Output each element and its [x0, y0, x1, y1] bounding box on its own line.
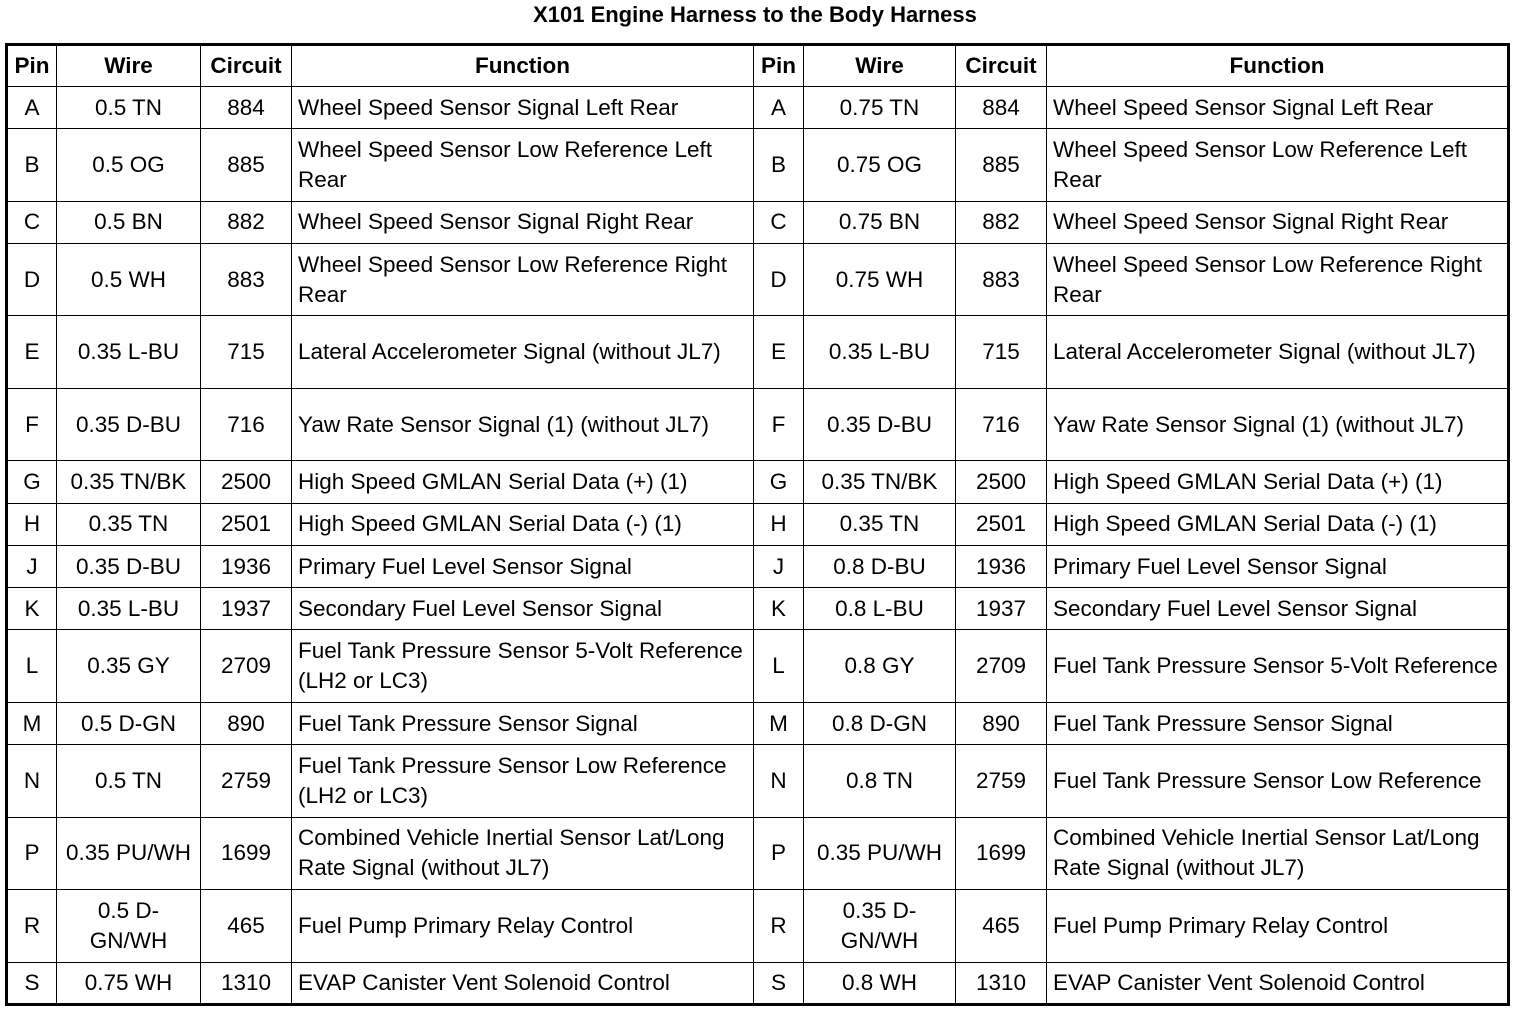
header-circuit: Circuit — [956, 45, 1047, 87]
table-row — [7, 630, 1509, 702]
pin-cell: B — [754, 129, 804, 201]
wire-cell: 0.35 PU/WH — [57, 817, 201, 889]
pin-cell: D — [754, 244, 804, 316]
wire-cell: 0.5 TN — [57, 87, 201, 129]
circuit-cell: 716 — [201, 388, 292, 460]
function-cell: Secondary Fuel Level Sensor Signal — [1047, 588, 1509, 630]
circuit-cell: 884 — [201, 87, 292, 129]
wire-cell: 0.8 D-GN — [804, 702, 956, 744]
function-cell: Yaw Rate Sensor Signal (1) (without JL7) — [1047, 388, 1509, 460]
wire-cell: 0.75 WH — [57, 962, 201, 1004]
wire-cell: 0.5 TN — [57, 745, 201, 817]
pin-cell: J — [754, 545, 804, 587]
wire-cell: 0.35 L-BU — [804, 316, 956, 388]
table-row — [7, 87, 1509, 129]
circuit-cell: 885 — [201, 129, 292, 201]
function-cell: Fuel Pump Primary Relay Control — [292, 890, 754, 962]
pinout-table — [5, 43, 1510, 1006]
circuit-cell: 883 — [956, 244, 1047, 316]
circuit-cell: 890 — [956, 702, 1047, 744]
pin-cell: N — [754, 745, 804, 817]
circuit-cell: 2759 — [956, 745, 1047, 817]
circuit-cell: 2501 — [956, 503, 1047, 545]
circuit-cell: 2500 — [201, 461, 292, 503]
function-cell: Wheel Speed Sensor Signal Right Rear — [1047, 201, 1509, 243]
pin-cell: M — [7, 702, 57, 744]
wire-cell: 0.8 GY — [804, 630, 956, 702]
header-circuit: Circuit — [201, 45, 292, 87]
circuit-cell: 884 — [956, 87, 1047, 129]
wire-cell: 0.35 D-BU — [57, 388, 201, 460]
function-cell: Fuel Tank Pressure Sensor Signal — [1047, 702, 1509, 744]
circuit-cell: 1937 — [201, 588, 292, 630]
header-wire: Wire — [804, 45, 956, 87]
pin-cell: G — [754, 461, 804, 503]
wire-cell: 0.35 D-BU — [57, 545, 201, 587]
table-row — [7, 962, 1509, 1004]
circuit-cell: 2759 — [201, 745, 292, 817]
header-function: Function — [1047, 45, 1509, 87]
pin-cell: E — [7, 316, 57, 388]
circuit-cell: 885 — [956, 129, 1047, 201]
function-cell: High Speed GMLAN Serial Data (+) (1) — [1047, 461, 1509, 503]
table-row — [7, 588, 1509, 630]
table-row — [7, 201, 1509, 243]
wire-cell: 0.35 L-BU — [57, 316, 201, 388]
header-pin: Pin — [7, 45, 57, 87]
circuit-cell: 883 — [201, 244, 292, 316]
function-cell: Combined Vehicle Inertial Sensor Lat/Long Rate Signal (without JL7) — [1047, 817, 1509, 889]
circuit-cell: 1310 — [956, 962, 1047, 1004]
table-row — [7, 461, 1509, 503]
circuit-cell: 882 — [956, 201, 1047, 243]
wire-cell: 0.35 TN/BK — [57, 461, 201, 503]
wire-cell: 0.35 PU/WH — [804, 817, 956, 889]
circuit-cell: 716 — [956, 388, 1047, 460]
table-header-row — [7, 45, 1509, 87]
pin-cell: D — [7, 244, 57, 316]
pin-cell: L — [7, 630, 57, 702]
wire-cell: 0.35 D-BU — [804, 388, 956, 460]
function-cell: Wheel Speed Sensor Low Reference Right Rear — [1047, 244, 1509, 316]
pin-cell: A — [7, 87, 57, 129]
pin-cell: C — [754, 201, 804, 243]
pin-cell: S — [7, 962, 57, 1004]
table-row — [7, 129, 1509, 201]
wire-cell: 0.8 TN — [804, 745, 956, 817]
table-row — [7, 702, 1509, 744]
wire-cell: 0.35 GY — [57, 630, 201, 702]
table-row — [7, 745, 1509, 817]
wire-cell: 0.8 D-BU — [804, 545, 956, 587]
table-row — [7, 503, 1509, 545]
function-cell: Fuel Tank Pressure Sensor Low Reference — [1047, 745, 1509, 817]
wire-cell: 0.5 WH — [57, 244, 201, 316]
circuit-cell: 2501 — [201, 503, 292, 545]
wire-cell: 0.8 L-BU — [804, 588, 956, 630]
circuit-cell: 890 — [201, 702, 292, 744]
table-row — [7, 316, 1509, 388]
pin-cell: K — [7, 588, 57, 630]
wire-cell: 0.35 TN — [804, 503, 956, 545]
wire-cell: 0.35 L-BU — [57, 588, 201, 630]
circuit-cell: 2500 — [956, 461, 1047, 503]
function-cell: Wheel Speed Sensor Signal Left Rear — [292, 87, 754, 129]
pin-cell: A — [754, 87, 804, 129]
function-cell: Wheel Speed Sensor Signal Right Rear — [292, 201, 754, 243]
function-cell: High Speed GMLAN Serial Data (-) (1) — [1047, 503, 1509, 545]
function-cell: Lateral Accelerometer Signal (without JL7) — [292, 316, 754, 388]
circuit-cell: 715 — [956, 316, 1047, 388]
header-wire: Wire — [57, 45, 201, 87]
function-cell: Wheel Speed Sensor Low Reference Right Rear — [292, 244, 754, 316]
header-pin: Pin — [754, 45, 804, 87]
pin-cell: M — [754, 702, 804, 744]
function-cell: EVAP Canister Vent Solenoid Control — [1047, 962, 1509, 1004]
table-row — [7, 890, 1509, 962]
function-cell: Wheel Speed Sensor Low Reference Left Rear — [292, 129, 754, 201]
table-row — [7, 388, 1509, 460]
table-row — [7, 545, 1509, 587]
circuit-cell: 465 — [201, 890, 292, 962]
wire-cell: 0.75 TN — [804, 87, 956, 129]
header-function: Function — [292, 45, 754, 87]
function-cell: Primary Fuel Level Sensor Signal — [292, 545, 754, 587]
pin-cell: F — [7, 388, 57, 460]
function-cell: Fuel Pump Primary Relay Control — [1047, 890, 1509, 962]
circuit-cell: 1936 — [956, 545, 1047, 587]
function-cell: Fuel Tank Pressure Sensor Low Reference (LH2 or LC3) — [292, 745, 754, 817]
circuit-cell: 882 — [201, 201, 292, 243]
pin-cell: K — [754, 588, 804, 630]
pin-cell: R — [754, 890, 804, 962]
pin-cell: J — [7, 545, 57, 587]
wire-cell: 0.75 BN — [804, 201, 956, 243]
wire-cell: 0.5 OG — [57, 129, 201, 201]
function-cell: Fuel Tank Pressure Sensor 5-Volt Reference (LH2 or LC3) — [292, 630, 754, 702]
function-cell: Yaw Rate Sensor Signal (1) (without JL7) — [292, 388, 754, 460]
pin-cell: P — [754, 817, 804, 889]
pin-cell: E — [754, 316, 804, 388]
table-row — [7, 817, 1509, 889]
function-cell: Fuel Tank Pressure Sensor 5-Volt Reference — [1047, 630, 1509, 702]
function-cell: High Speed GMLAN Serial Data (+) (1) — [292, 461, 754, 503]
function-cell: Lateral Accelerometer Signal (without JL7) — [1047, 316, 1509, 388]
table-row — [7, 244, 1509, 316]
wire-cell: 0.75 WH — [804, 244, 956, 316]
function-cell: Secondary Fuel Level Sensor Signal — [292, 588, 754, 630]
page-title: X101 Engine Harness to the Body Harness — [533, 2, 977, 27]
function-cell: Wheel Speed Sensor Signal Left Rear — [1047, 87, 1509, 129]
pin-cell: F — [754, 388, 804, 460]
pin-cell: R — [7, 890, 57, 962]
circuit-cell: 2709 — [956, 630, 1047, 702]
circuit-cell: 1699 — [201, 817, 292, 889]
pin-cell: H — [7, 503, 57, 545]
function-cell: Primary Fuel Level Sensor Signal — [1047, 545, 1509, 587]
pin-cell: H — [754, 503, 804, 545]
circuit-cell: 1310 — [201, 962, 292, 1004]
circuit-cell: 1936 — [201, 545, 292, 587]
function-cell: Wheel Speed Sensor Low Reference Left Rear — [1047, 129, 1509, 201]
circuit-cell: 465 — [956, 890, 1047, 962]
function-cell: EVAP Canister Vent Solenoid Control — [292, 962, 754, 1004]
circuit-cell: 1937 — [956, 588, 1047, 630]
wire-cell: 0.75 OG — [804, 129, 956, 201]
wire-cell: 0.35 TN — [57, 503, 201, 545]
pin-cell: B — [7, 129, 57, 201]
wire-cell: 0.8 WH — [804, 962, 956, 1004]
pin-cell: P — [7, 817, 57, 889]
pin-cell: N — [7, 745, 57, 817]
pin-cell: S — [754, 962, 804, 1004]
pin-cell: C — [7, 201, 57, 243]
wire-cell: 0.5 D-GN — [57, 702, 201, 744]
wire-cell: 0.5 D-GN/WH — [57, 890, 201, 962]
circuit-cell: 715 — [201, 316, 292, 388]
wire-cell: 0.35 TN/BK — [804, 461, 956, 503]
wire-cell: 0.35 D-GN/WH — [804, 890, 956, 962]
wire-cell: 0.5 BN — [57, 201, 201, 243]
circuit-cell: 2709 — [201, 630, 292, 702]
function-cell: High Speed GMLAN Serial Data (-) (1) — [292, 503, 754, 545]
pin-cell: G — [7, 461, 57, 503]
circuit-cell: 1699 — [956, 817, 1047, 889]
pin-cell: L — [754, 630, 804, 702]
function-cell: Combined Vehicle Inertial Sensor Lat/Long Rate Signal (without JL7) — [292, 817, 754, 889]
function-cell: Fuel Tank Pressure Sensor Signal — [292, 702, 754, 744]
